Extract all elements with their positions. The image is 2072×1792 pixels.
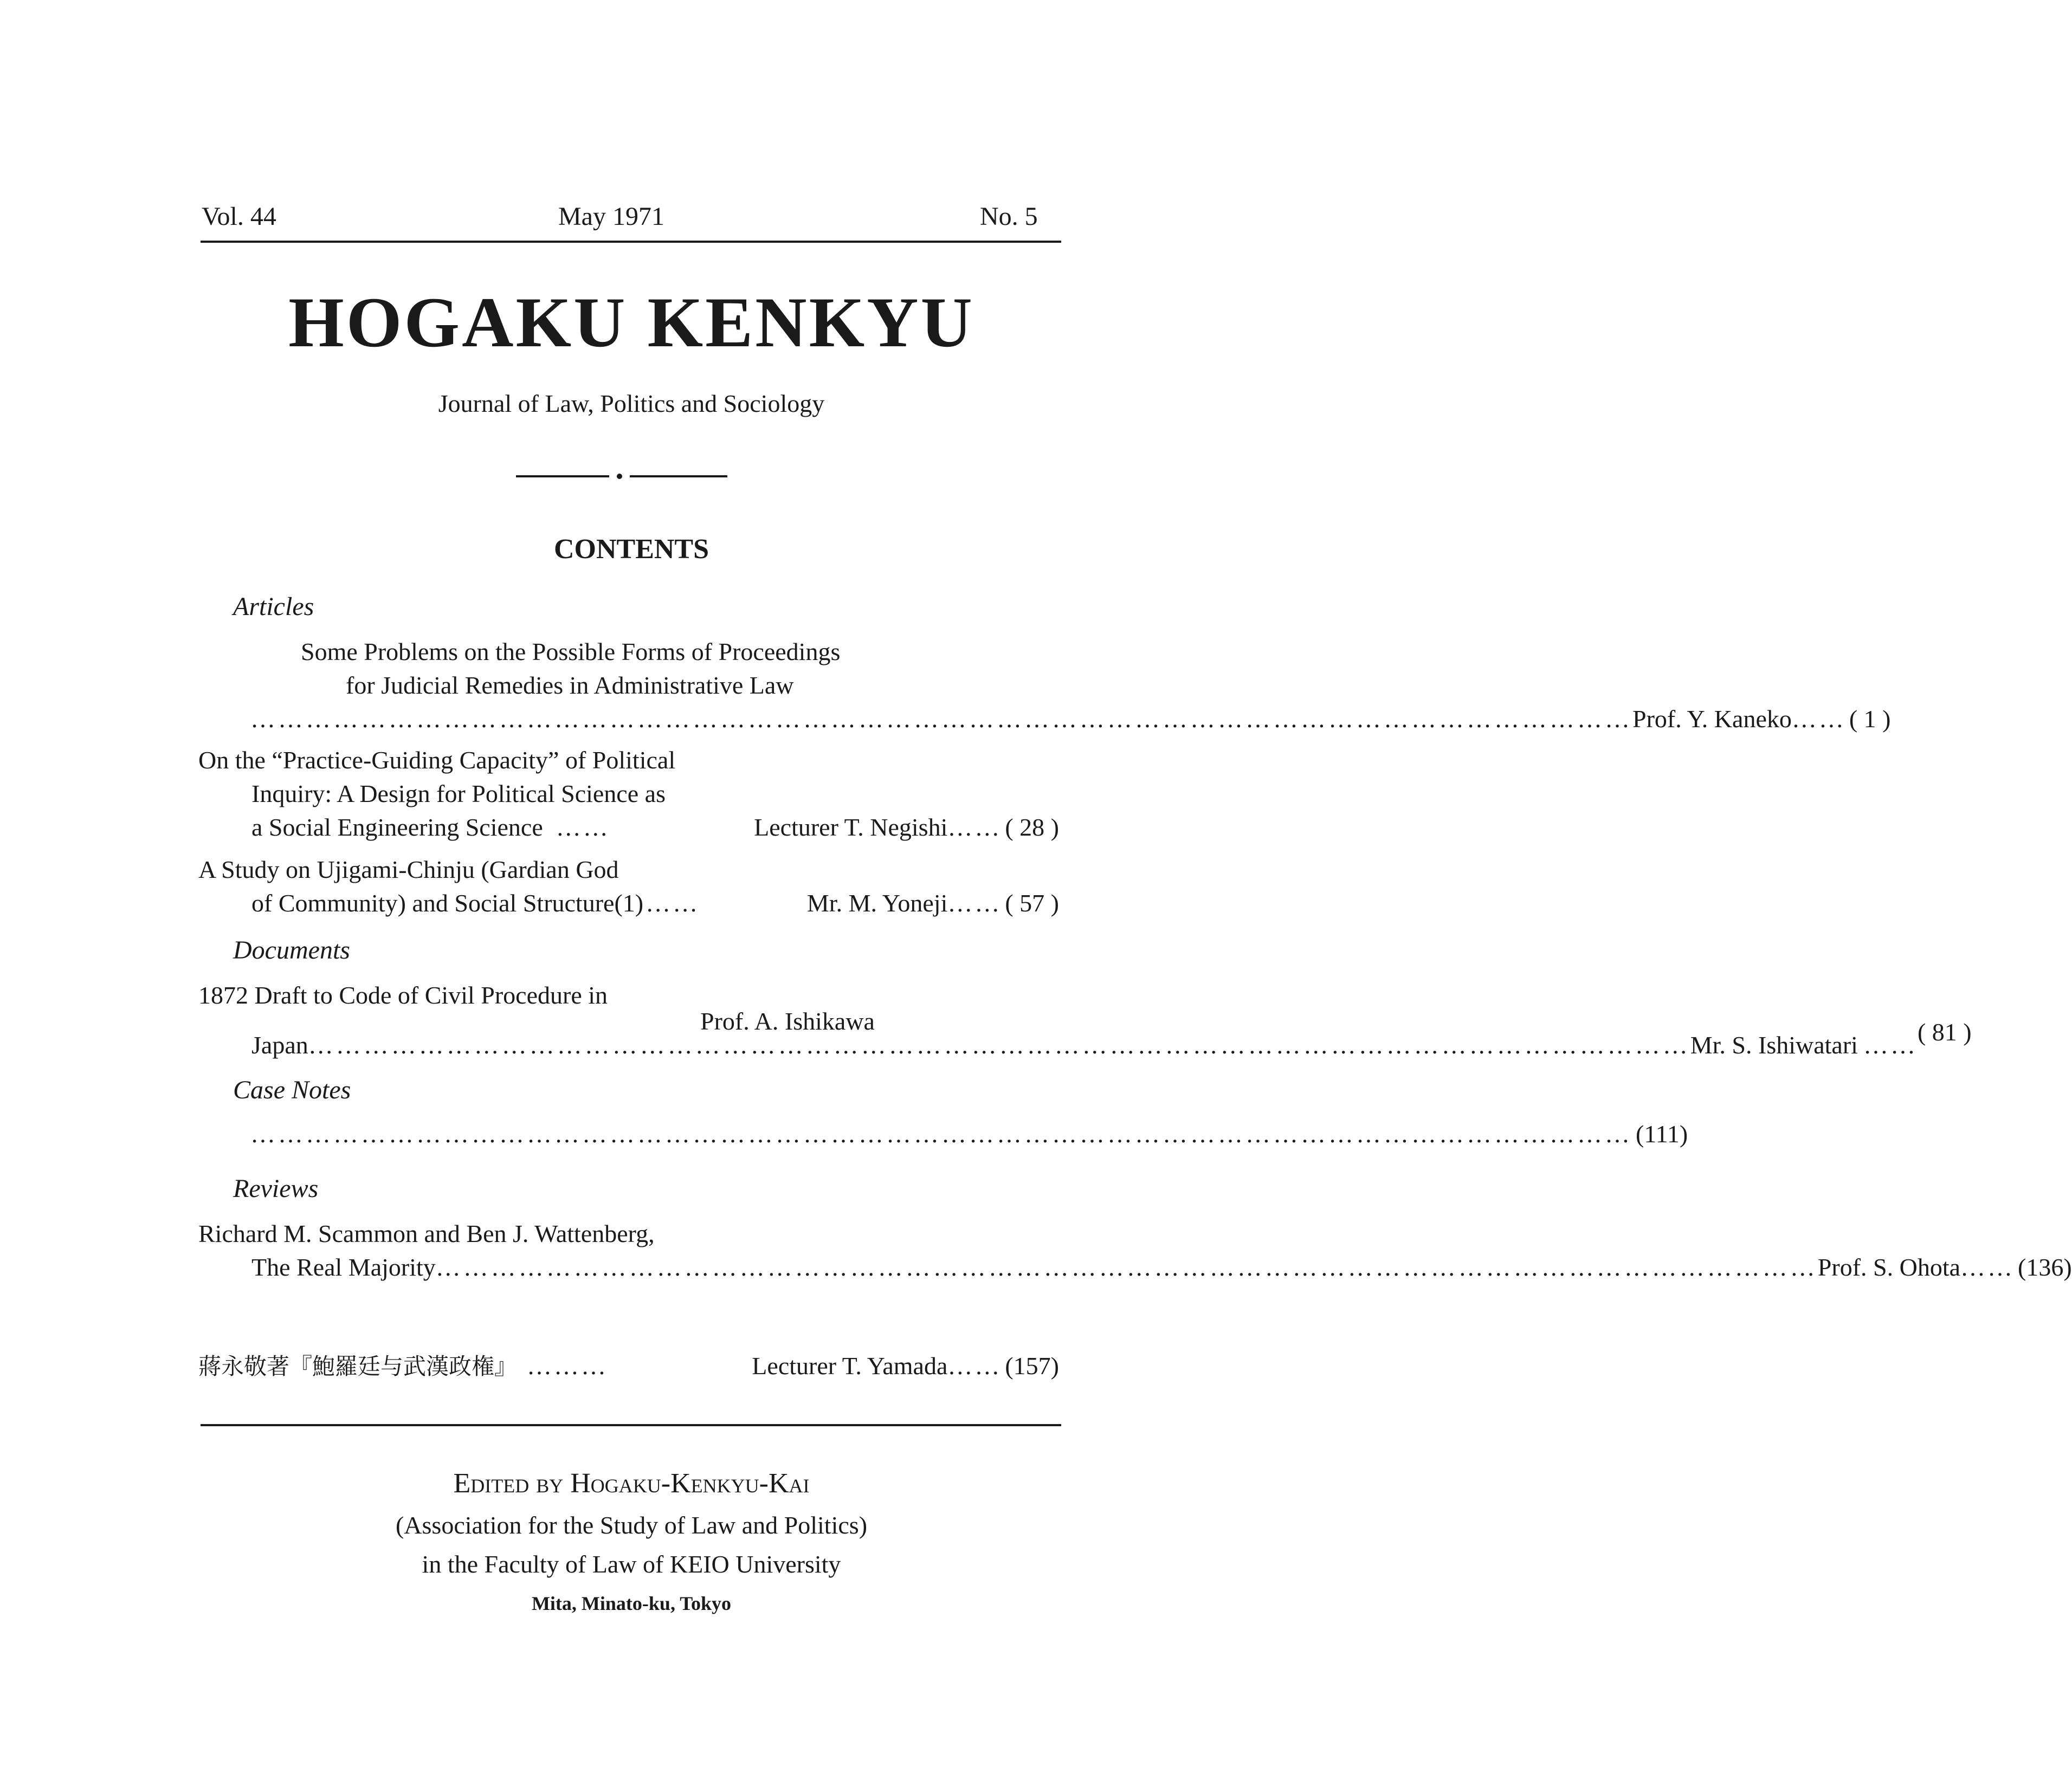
contents-heading: CONTENTS — [553, 534, 709, 565]
leader-dots: …… — [1960, 1253, 2015, 1281]
document-1-author-2: Mr. S. Ishiwatari — [1690, 1031, 1858, 1059]
review-1-author: Prof. S. Ohota — [1817, 1253, 1961, 1281]
ornament-line-left — [516, 475, 609, 477]
article-2-page: ( 28 ) — [1005, 813, 1059, 841]
article-3-title-line2: of Community) and Social Structure(1) — [251, 889, 644, 917]
section-documents: Documents — [233, 936, 350, 965]
review-1-title-line2: The Real Majority — [251, 1253, 436, 1281]
section-articles: Articles — [233, 592, 314, 621]
association-line: (Association for the Study of Law and Politics) — [395, 1511, 868, 1539]
article-2-title-line3: a Social Engineering Science — [251, 813, 543, 841]
editor-line: Edited by Hogaku-Kenkyu-Kai — [453, 1468, 810, 1499]
volume-label: Vol. 44 — [202, 202, 276, 231]
leader-dots: ……… — [527, 1352, 609, 1380]
leader-dots: …………………………………………………………………………………………………………………………………… — [250, 705, 1632, 733]
case-notes-entry — [250, 1118, 1688, 1150]
header-rule — [201, 241, 1061, 243]
review-1-page: (136) — [2018, 1253, 2072, 1281]
article-1-title-line2: for Judicial Remedies in Administrative Law — [346, 671, 794, 699]
faculty-line: in the Faculty of Law of KEIO University — [422, 1550, 841, 1578]
article-3-entry — [251, 888, 1059, 919]
leader-dots: …… — [556, 813, 610, 841]
review-2-title: 蔣永敬著『鮑羅廷与武漢政権』 — [198, 1353, 518, 1380]
ornament-line-right — [630, 475, 727, 477]
article-2-title-line2: Inquiry: A Design for Political Science as — [251, 780, 666, 807]
issue-date: May 1971 — [558, 202, 664, 231]
article-3-page: ( 57 ) — [1005, 889, 1059, 917]
article-3-title-line1: A Study on Ujigami-Chinju (Gardian God — [198, 856, 619, 883]
section-reviews: Reviews — [233, 1174, 319, 1203]
leader-dots: …… — [947, 813, 1002, 841]
document-1-title-line1: 1872 Draft to Code of Civil Procedure in — [198, 981, 608, 1009]
article-1-author: Prof. Y. Kaneko — [1632, 705, 1792, 733]
article-1-page: ( 1 ) — [1849, 705, 1891, 733]
journal-subtitle: Journal of Law, Politics and Sociology — [438, 390, 825, 417]
leader-dots: …… — [1791, 705, 1846, 733]
review-2-page: (157) — [1005, 1352, 1059, 1380]
ornament-divider — [516, 473, 727, 480]
document-1-author-1: Prof. A. Ishikawa — [700, 1007, 875, 1035]
leader-dots: …… — [1863, 1031, 1918, 1059]
issue-number: No. 5 — [980, 202, 1038, 231]
case-notes-page: (111) — [1636, 1120, 1688, 1148]
leader-dots: …… — [947, 889, 1002, 917]
review-1-title-line1: Richard M. Scammon and Ben J. Wattenberg, — [198, 1220, 655, 1247]
review-2-entry — [198, 1350, 1059, 1382]
document-1-title-line2: Japan — [251, 1031, 308, 1059]
review-1-entry — [251, 1252, 2072, 1283]
address-line: Mita, Minato-ku, Tokyo — [531, 1593, 732, 1614]
article-2-entry — [251, 812, 1059, 843]
article-2-author: Lecturer T. Negishi — [754, 813, 948, 841]
leader-dots: …………………………………………………………………………………………………………………………………… — [250, 1120, 1632, 1148]
leader-dots: …… — [947, 1352, 1002, 1380]
ornament-dot — [617, 474, 622, 479]
article-2-title-line1: On the “Practice-Guiding Capacity” of Political — [198, 746, 676, 774]
leader-dots: …………………………………………………………………………………………………………………………………… — [308, 1031, 1690, 1059]
article-3-author: Mr. M. Yoneji — [806, 889, 948, 917]
section-case-notes: Case Notes — [233, 1076, 351, 1104]
leader-dots: …… — [646, 889, 700, 917]
review-2-author: Lecturer T. Yamada — [752, 1352, 948, 1380]
article-1-title-line1: Some Problems on the Possible Forms of Proceedings — [301, 638, 841, 665]
journal-title: HOGAKU KENKYU — [288, 282, 974, 362]
article-1-entry — [250, 703, 1891, 735]
footer-rule — [201, 1424, 1061, 1426]
leader-dots: …………………………………………………………………………………………………………………………………… — [435, 1253, 1818, 1281]
document-1-page: ( 81 ) — [1917, 1018, 1972, 1046]
